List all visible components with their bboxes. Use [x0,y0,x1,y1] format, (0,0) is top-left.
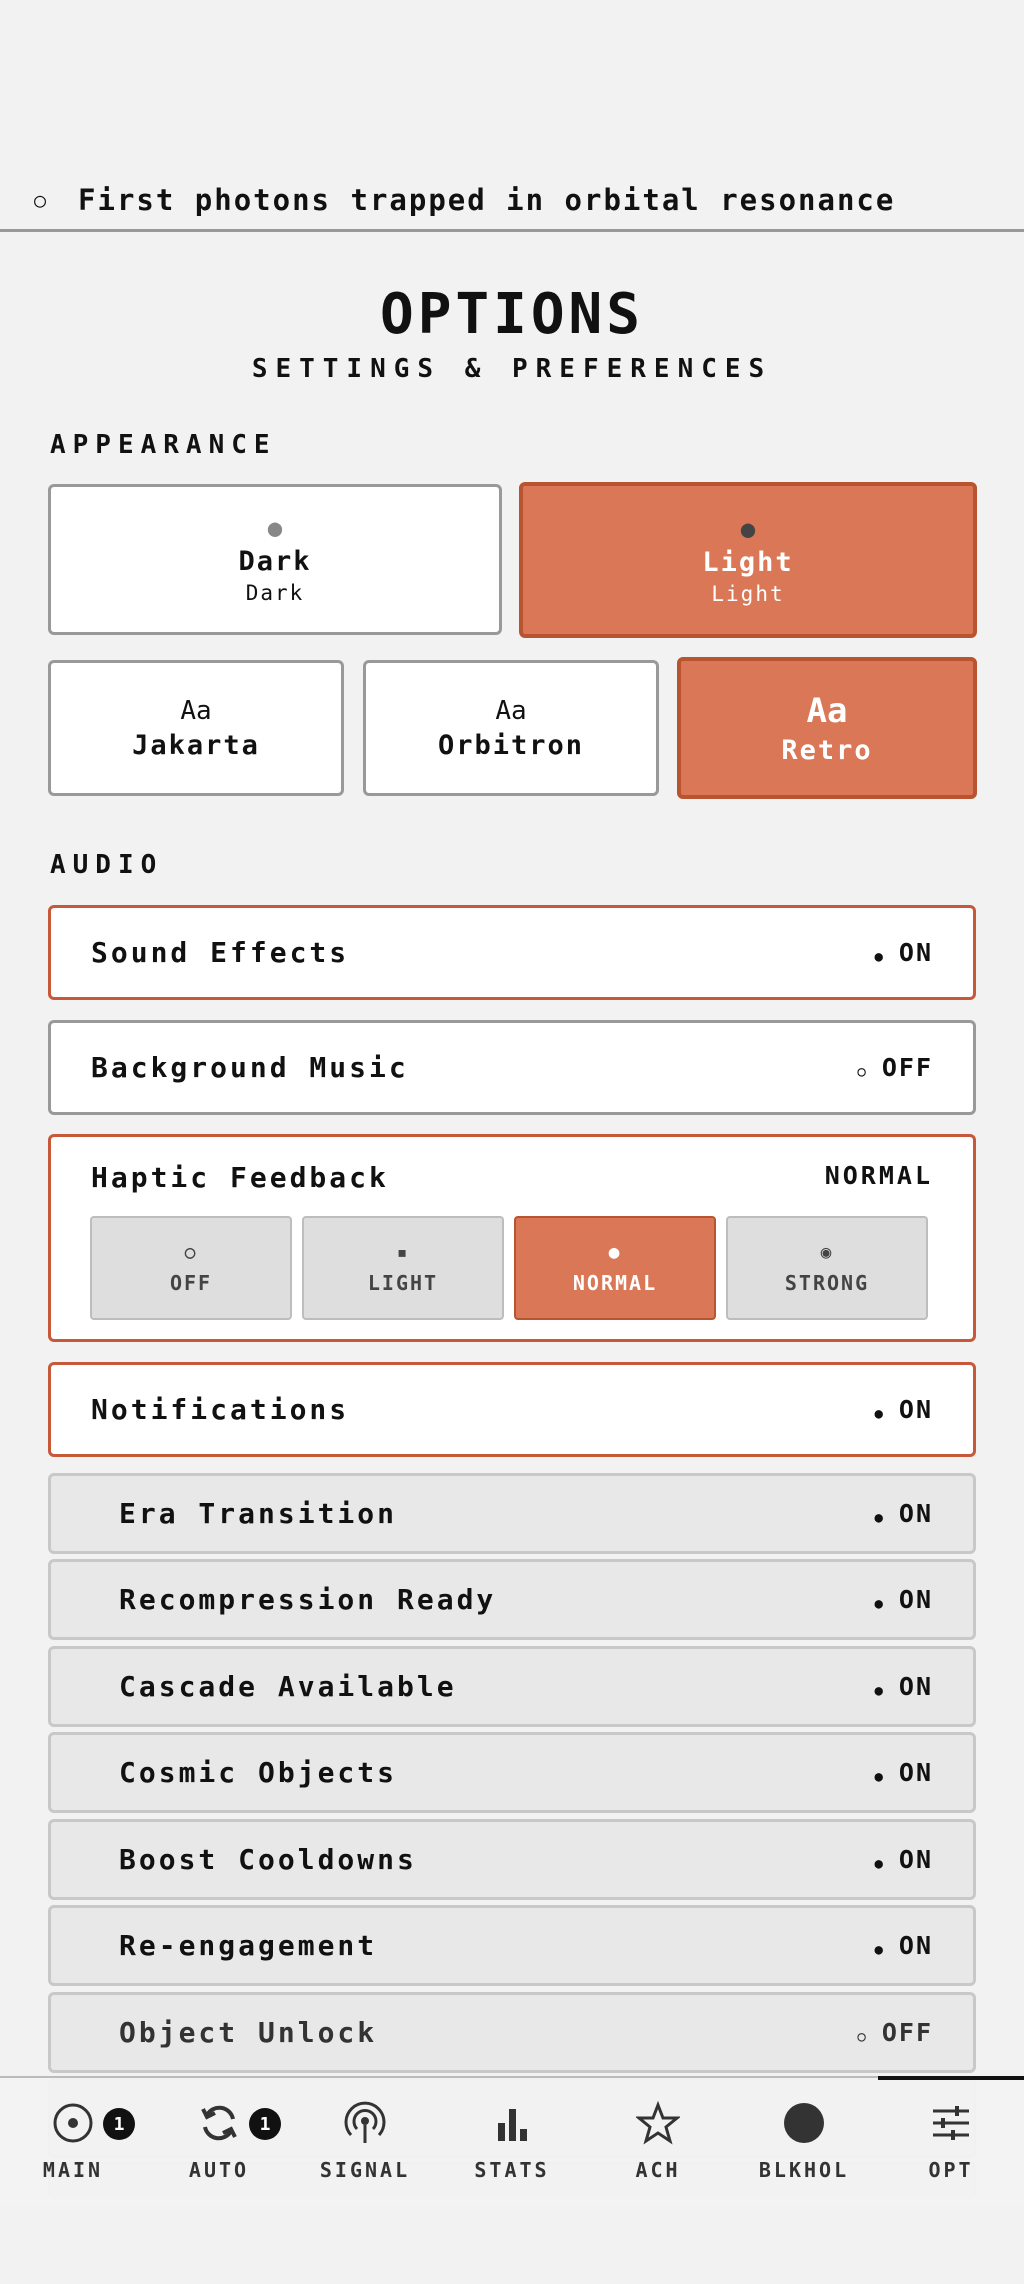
haptic-label: Haptic Feedback [91,1161,389,1194]
font-sample: Aa [806,690,848,731]
haptic-light-button[interactable] [302,1216,504,1320]
dot-icon: ● [874,1510,885,1526]
theme-dark-label: Dark [238,546,312,577]
notifications-value: ON [898,1395,933,1424]
font-retro-label: Retro [781,734,873,766]
notif-cascade-available-toggle[interactable] [48,1646,976,1727]
dot-icon: ● [608,1241,622,1263]
signal-icon [342,2100,388,2146]
nav-stats[interactable] [439,2100,585,2182]
sound-effects-toggle[interactable] [48,905,976,1000]
list-item-label: Re-engagement [119,1929,378,1962]
list-item-value: ON [898,1758,933,1787]
list-item-label: Recompression Ready [119,1583,497,1616]
dot-icon: ● [874,1942,885,1958]
haptic-option-label: OFF [169,1270,213,1295]
font-orbitron-card[interactable] [363,660,659,796]
notif-era-transition-toggle[interactable] [48,1473,976,1554]
background-music-value: OFF [881,1053,933,1082]
haptic-off-button[interactable] [90,1216,292,1320]
section-label-appearance: APPEARANCE [50,430,277,460]
bar-chart-icon [489,2100,535,2146]
nav-options[interactable] [878,2100,1024,2182]
background-music-label: Background Music [91,1051,409,1084]
circle-icon: ○ [184,1241,198,1263]
theme-light-card[interactable] [519,482,977,638]
haptic-value: NORMAL [824,1161,933,1190]
notif-boost-cooldowns-toggle[interactable] [48,1819,976,1900]
list-item-value: ON [898,1499,933,1528]
ticker-text: First photons trapped in orbital resonance [78,182,896,217]
theme-dark-sublabel: Dark [245,581,305,605]
dot-icon: ● [874,949,885,965]
background-music-toggle[interactable] [48,1020,976,1115]
page-title: OPTIONS [379,282,644,347]
nav-label: BLKHOL [758,2158,850,2182]
notif-object-unlock-toggle[interactable] [48,1992,976,2073]
dot-icon: ● [267,514,283,542]
refresh-icon [196,2100,242,2146]
nav-label: SIGNAL [319,2158,411,2182]
theme-light-label: Light [702,546,794,578]
font-sample: Aa [495,695,527,726]
active-tab-indicator [878,2076,1024,2080]
list-item-label: Era Transition [119,1497,398,1530]
ticker-bar [0,170,1024,232]
nav-label: AUTO [188,2158,250,2182]
dot-icon: ● [740,514,756,543]
list-item-label: Cosmic Objects [119,1756,398,1789]
nav-signal[interactable] [292,2100,438,2182]
notification-badge: 1 [249,2108,281,2140]
notifications-label: Notifications [91,1393,350,1426]
nav-label: MAIN [42,2158,104,2182]
circle-icon: ○ [34,187,49,212]
dot-icon: ● [874,1769,885,1785]
section-label-audio: AUDIO [50,850,164,880]
nav-blackhole[interactable] [731,2100,877,2182]
theme-dark-card[interactable] [48,484,502,635]
target-icon [50,2100,96,2146]
haptic-option-label: LIGHT [367,1270,439,1295]
star-icon [635,2100,681,2146]
sound-effects-value: ON [898,938,933,967]
list-item-value: ON [898,1672,933,1701]
circle-icon: ○ [857,1064,868,1080]
dot-icon: ● [874,1406,885,1422]
theme-light-sublabel: Light [711,581,785,606]
list-item-value: ON [898,1845,933,1874]
list-item-label: Boost Cooldowns [119,1843,417,1876]
list-item-value: ON [898,1585,933,1614]
haptic-strong-button[interactable] [726,1216,928,1320]
haptic-option-label: STRONG [784,1270,870,1295]
haptic-feedback-panel [48,1134,976,1342]
blackhole-icon [781,2100,827,2146]
nav-label: OPT [928,2158,974,2182]
notif-recompression-ready-toggle[interactable] [48,1559,976,1640]
font-orbitron-label: Orbitron [437,729,585,761]
sliders-icon [928,2100,974,2146]
circle-icon: ○ [857,2029,868,2045]
font-retro-card[interactable] [677,657,977,799]
notif-cosmic-objects-toggle[interactable] [48,1732,976,1813]
nav-label: STATS [474,2158,550,2182]
notifications-toggle[interactable] [48,1362,976,1457]
font-jakarta-card[interactable] [48,660,344,796]
list-item-value: ON [898,1931,933,1960]
bottom-nav [0,2076,1024,2206]
notification-badge: 1 [103,2108,135,2140]
nav-label: ACH [635,2158,681,2182]
dot-icon: ● [874,1596,885,1612]
notif-re-engagement-toggle[interactable] [48,1905,976,1986]
page-subtitle: SETTINGS & PREFERENCES [251,354,773,384]
square-icon: ▪ [396,1241,410,1263]
nav-achievements[interactable] [585,2100,731,2182]
haptic-option-label: NORMAL [572,1270,658,1295]
list-item-label: Cascade Available [119,1670,457,1703]
dot-icon: ● [874,1856,885,1872]
dot-icon: ● [874,1683,885,1699]
target-icon: ◉ [820,1241,834,1263]
list-item-label: Object Unlock [119,2016,378,2049]
haptic-normal-button[interactable] [514,1216,716,1320]
font-sample: Aa [180,695,212,726]
list-item-value: OFF [881,2018,933,2047]
font-jakarta-label: Jakarta [132,729,260,761]
sound-effects-label: Sound Effects [91,936,350,969]
